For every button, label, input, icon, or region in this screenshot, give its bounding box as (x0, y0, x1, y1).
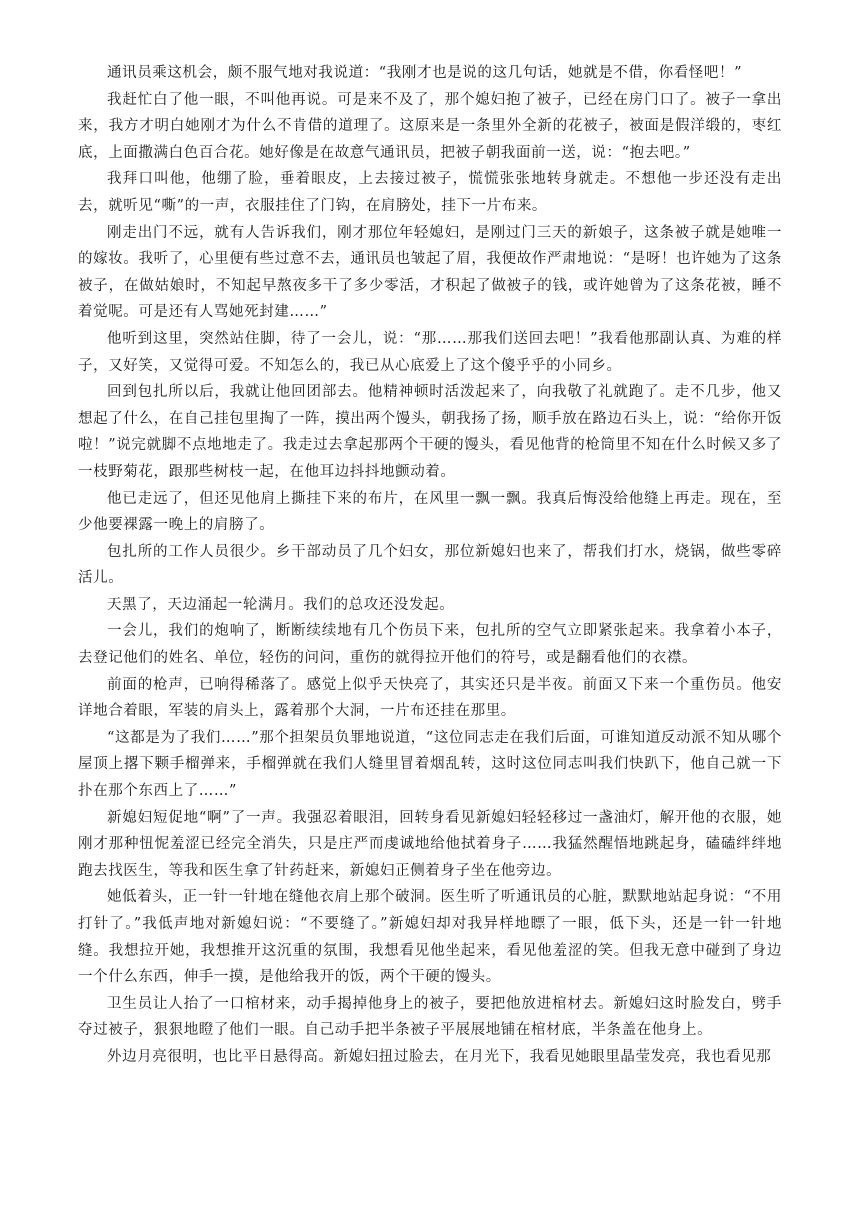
paragraph: 她低着头，正一针一针地在缝他衣肩上那个破洞。医生听了听通讯员的心脏，默默地站起身说：“不用打针了。”我低声地对新媳妇说：“不要缝了。”新媳妇却对我异样地瞟了一眼，低下头，还是一针一针地缝。我想拉开她，我想推开这沉重的氛围，我想看见他坐起来，看见他羞涩的笑。但我无意中碰到了身边一个什么东西，伸手一摸，是他给我开的饭，两个干硬的馒头。 (78, 889, 782, 986)
paragraph: “这都是为了我们……”那个担架员负罪地说道，“这位同志走在我们后面，可谁知道反动派不知从哪个屋顶上撂下颗手榴弹来，手榴弹就在我们人缝里冒着烟乱转，这时这位同志叫我们快趴下，他自己就一下扑在那个东西上了……” (78, 729, 782, 800)
paragraph: 通讯员乘这机会，颇不服气地对我说道：“我刚才也是说的这几句话，她就是不借，你看怪吧！” (107, 65, 743, 81)
paragraph: 新媳妇短促地“啊”了一声。我强忍着眼泪，回转身看见新媳妇轻轻移过一盏油灯，解开他的衣服，她刚才那种忸怩羞涩已经完全消失，只是庄严而虔诚地给他拭着身子……我猛然醒悟地跳起身，磕磕绊绊地跑去找医生，等我和医生拿了针药赶来，新媳妇正侧着身子坐在他旁边。 (78, 809, 782, 879)
paragraph: 天黑了，天边涌起一轮满月。我们的总攻还没发起。 (107, 596, 455, 613)
paragraph: 我拜口叫他，他绷了脸，垂着眼皮，上去接过被子，慌慌张张地转身就走。不想他一步还没有走出去，就听见“嘶”的一声，衣服挂住了门钩，在肩膀处，挂下一片布来。 (78, 171, 782, 214)
document-page (78, 60, 782, 1071)
paragraph: 我赶忙白了他一眼，不叫他再说。可是来不及了，那个媳妇抱了被子，已经在房门口了。被子一拿出来，我方才明白她刚才为什么不肯借的道理了。这原来是一条里外全新的花被子，被面是假洋缎的，枣红底，上面撒满白色百合花。她好像是在故意气通讯员，把被子朝我面前一送，说：“抱去吧。” (78, 91, 782, 161)
paragraph: 他听到这里，突然站住脚，待了一会儿，说：“那……那我们送回去吧！”我看他那副认真、为难的样子，又好笑，又觉得可爱。不知怎么的，我已从心底爱上了这个傻乎乎的小同乡。 (78, 330, 782, 374)
paragraph: 刚走出门不远，就有人告诉我们，刚才那位年轻媳妇，是刚过门三天的新娘子，这条被子就是她唯一的嫁妆。我听了，心里便有些过意不去，通讯员也皱起了眉，我便故作严肃地说：“是呀！也许她为了这条被子，在做姑娘时，不知起早熬夜多干了多少零活，才积起了做被子的钱，或许她曾为了这条花被，睡不着觉呢。可是还有人骂她死封建……” (78, 224, 782, 321)
paragraph: 回到包扎所以后，我就让他回团部去。他精神顿时活泼起来了，向我敬了礼就跑了。走不几步，他又想起了什么，在自己挂包里掏了一阵，摸出两个馒头，朝我扬了扬，顺手放在路边石头上，说：“给你开饭啦！”说完就脚不点地地走了。我走过去拿起那两个干硬的馒头，看见他背的枪筒里不知在什么时候又多了一枝野菊花，跟那些树枝一起，在他耳边抖抖地颤动着。 (78, 384, 782, 480)
paragraph: 一会儿，我们的炮响了，断断续续地有几个伤员下来，包扎所的空气立即紧张起来。我拿着小本子，去登记他们的姓名、单位，轻伤的问问，重伤的就得拉开他们的符号，或是翻看他们的衣襟。 (78, 623, 782, 667)
paragraph: 卫生员让人抬了一口棺材来，动手揭掉他身上的被子，要把他放进棺材去。新媳妇这时脸发白，劈手夺过被子，狠狠地瞪了他们一眼。自己动手把半条被子平展展地铺在棺材底，半条盖在他身上。 (78, 995, 782, 1039)
paragraph: 前面的枪声，已响得稀落了。感觉上似乎天快亮了，其实还只是半夜。前面又下来一个重伤员。他安详地合着眼，军装的肩头上，露着那个大洞，一片布还挂在那里。 (78, 676, 782, 720)
paragraph: 外边月亮很明，也比平日悬得高。新媳妇扭过脸去，在月光下，我看见她眼里晶莹发亮，我也看见那 (107, 1048, 772, 1065)
paragraph: 他已走远了，但还见他肩上撕挂下来的布片，在风里一飘一飘。我真后悔没给他缝上再走。现在，至少他要裸露一晚上的肩膀了。 (78, 490, 782, 534)
paragraph: 包扎所的工作人员很少。乡干部动员了几个妇女，那位新媳妇也来了，帮我们打水，烧锅，做些零碎活儿。 (78, 543, 782, 587)
